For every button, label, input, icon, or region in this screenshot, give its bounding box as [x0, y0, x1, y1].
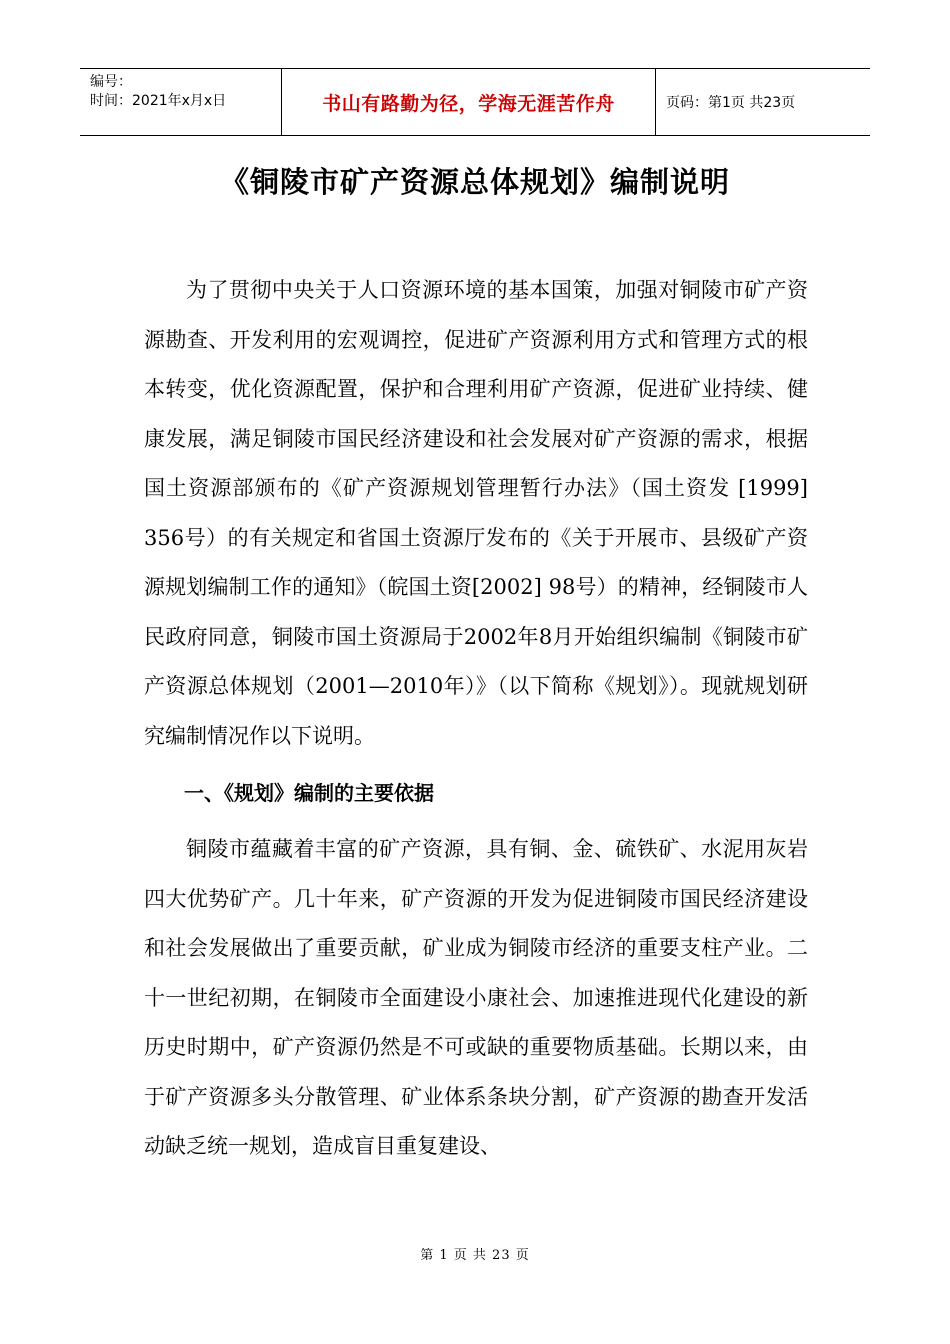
time-label: 时间：2021年x月x日: [90, 93, 227, 109]
header-motto: 书山有路勤为径，学海无涯苦作舟: [282, 69, 656, 135]
header-table: [80, 68, 870, 136]
section-paragraph: 铜陵市蕴藏着丰富的矿产资源，具有铜、金、硫铁矿、水泥用灰岩四大优势矿产。几十年来，矿产资源的开发为促进铜陵市国民经济建设和社会发展做出了重要贡献，矿业成为铜陵市经济的重要支柱产业。二十一世纪初期，在铜陵市全面建设小康社会、加速推进现代化建设的新历史时期中，矿产资源仍然是不可或缺的重要物质基础。长期以来，由于矿产资源多头分散管理、矿业体系条块分割，矿产资源的勘查开发活动缺乏统一规划，造成盲目重复建设、: [144, 837, 808, 1158]
section-heading: 一、《规划》编制的主要依据: [184, 781, 434, 805]
header-page-info: 页码：第1页 共23页: [666, 95, 796, 111]
document-body: [144, 266, 808, 1172]
intro-paragraph: 为了贯彻中央关于人口资源环境的基本国策，加强对铜陵市矿产资源勘查、开发利用的宏观调控，促进矿产资源利用方式和管理方式的根本转变，优化资源配置，保护和合理利用矿产资源，促进矿业持续、健康发展，满足铜陵市国民经济建设和社会发展对矿产资源的需求，根据国土资源部颁布的《矿产资源规划管理暂行办法》（国土资发 [1999] 356号）的有关规定和省国土资源厅发布的《关于开展市、县级矿产资源规划编制工作的通知》（皖国土资[2002] 98号）的精神，经铜陵市人民政府同意，铜陵市国土资源局于2002年8月开始组织编制《铜陵市矿产资源总体规划（2001—2010年）》（以下简称《规划》）。现就规划研究编制情况作以下说明。: [144, 278, 808, 748]
document-title: 《铜陵市矿产资源总体规划》编制说明: [219, 165, 730, 199]
page-footer: 第 1 页 共 23 页: [420, 1248, 530, 1263]
number-label: 编号：: [90, 74, 132, 90]
header-meta: [80, 69, 282, 135]
